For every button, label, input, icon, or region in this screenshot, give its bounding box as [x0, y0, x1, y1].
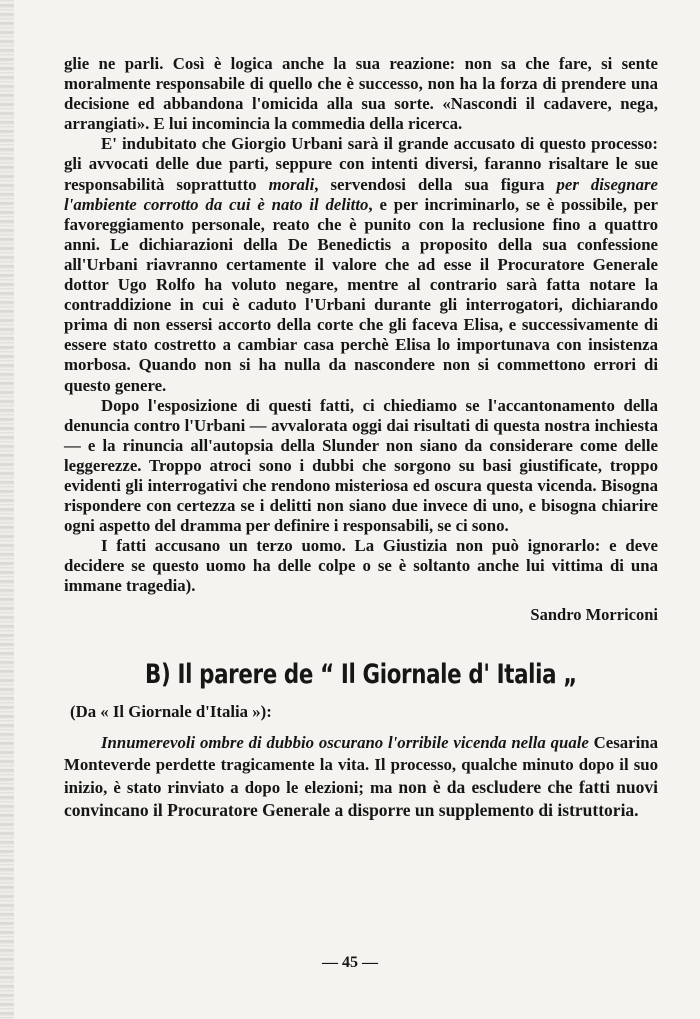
- author-signature: Sandro Morriconi: [530, 604, 658, 624]
- paragraph: [64, 536, 658, 596]
- italic-text: per disegnare l'ambiente corrotto da cui è nato il delitto: [64, 174, 658, 214]
- article-body: [64, 54, 658, 597]
- text-run: , e per incriminarlo, se è possibile, per favoreggiamento personale, reato che è punito con la reclusione fino a quattro anni. Le dichiarazioni della De Benedictis a proposito della sua confessione all'Urbani riavranno certamente il valore che ad esse il Procuratore Generale dottor Ugo Rolfo ha voluto negare, mentre al contrario sarà fatta notare la contraddizione in cui è caduto l'Urbani durante gli interrogatori, dichiarando prima di non essersi accorto della corte che gli faceva Elisa, e successivamente di essere stato costretto a cambiar casa perchè Elisa lo importunava con insistenza morbosa. Quando non si ha nulla da nascondere non si commettono errori di questo genere.: [64, 194, 658, 395]
- text-run: E' indubitato che Giorgio Urbani sarà il grande accusato di questo processo: gli avvocati delle due parti, seppure con intenti diversi, faranno risaltare le sue responsabilità soprattutto: [64, 134, 658, 194]
- italic-text: Innumerevoli ombre di dubbio oscurano l'orribile vicenda nella quale: [101, 732, 589, 752]
- document-page: [64, 54, 658, 822]
- paragraph: [64, 134, 658, 395]
- bold-text: non è da escludere che fatti nuovi convincano il Procuratore Generale a disporre un supplemento di istruttoria.: [64, 776, 658, 820]
- text-run: , servendosi della sua figura: [314, 174, 557, 194]
- paragraph: [64, 54, 658, 134]
- text-run: glie ne parli. Così è logica anche la sua reazione: non sa che fare, si sente moralmente responsabile di quello che è successo, non ha la forza di prendere una decisione ed abbandona l'omicida alla sua sorte. «Nascondi il cadavere, nega, arrangiati». E lui incomincia la commedia della ricerca.: [64, 54, 658, 134]
- paragraph: [64, 732, 658, 822]
- text-run: I fatti accusano un terzo uomo. La Giustizia non può ignorarlo: e deve decidere se questo uomo ha delle colpe o se è soltanto anche lui vittima di una immane tragedia).: [64, 536, 658, 596]
- italic-text: morali: [268, 174, 315, 194]
- page-left-edge: [0, 0, 14, 1019]
- section-heading: B) Il parere de “ Il Giornale d' Italia „: [145, 658, 577, 690]
- page-number: — 45 —: [322, 954, 378, 971]
- source-citation: (Da « Il Giornale d'Italia »):: [70, 701, 272, 721]
- quoted-article-body: [64, 732, 658, 822]
- paragraph: [64, 396, 658, 537]
- text-run: Dopo l'esposizione di questi fatti, ci chiediamo se l'accantonamento della denuncia contro l'Urbani — avvalorata oggi dai risultati di questa nostra inchiesta — e la rinuncia all'autopsia della Slunder non siano da considerare come delle leggerezze. Troppo atroci sono i dubbi che sorgono su basi giustificate, troppo evidenti gli interrogativi che rendono misteriosa ed oscura questa vicenda. Bisogna rispondere con certezza se i delitti non siano due invece di uno, e bisogna chiarire ogni aspetto del dramma per definire i responsabili, se ci sono.: [64, 395, 658, 536]
- text-run: Cesarina Monteverde perdette tragicamente la vita. Il processo, qualche minuto dopo il suo inizio, è stato rinviato a dopo le elezioni; ma: [64, 732, 658, 797]
